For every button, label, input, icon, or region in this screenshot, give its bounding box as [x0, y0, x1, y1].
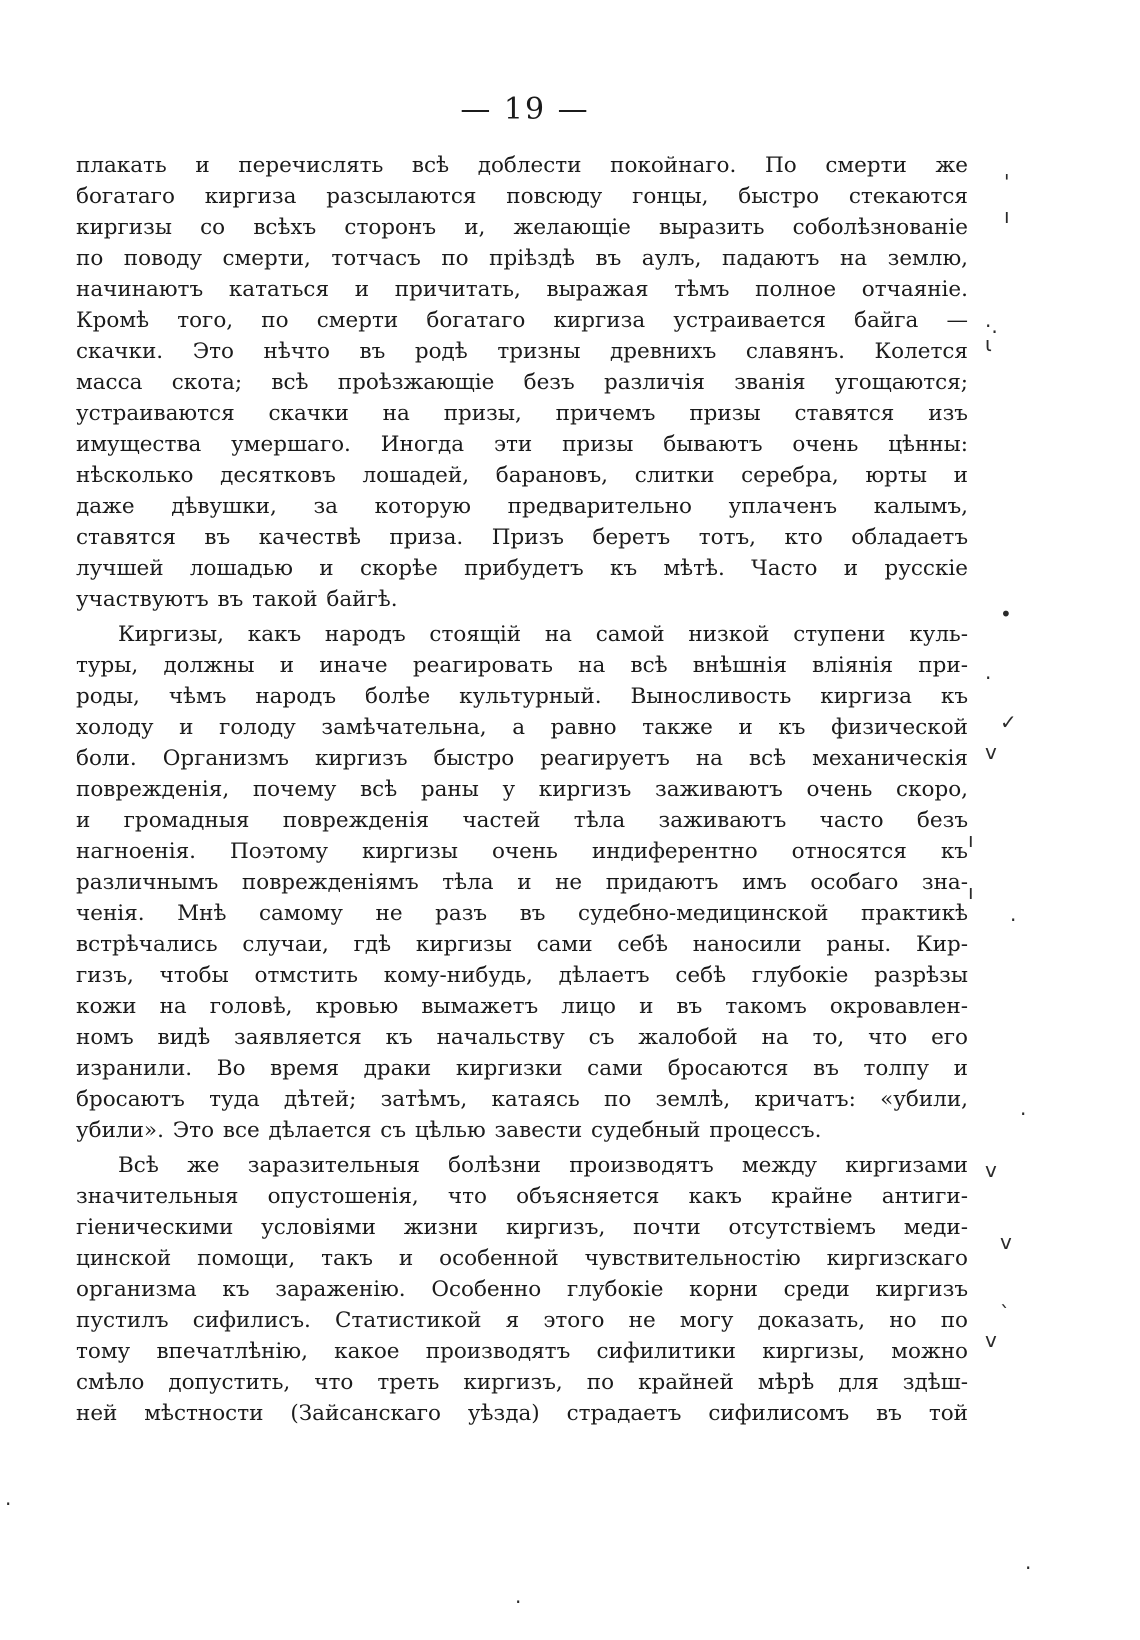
- paragraph: [76, 1150, 968, 1429]
- margin-mark: ı: [968, 828, 974, 852]
- margin-mark: .: [5, 1486, 12, 1510]
- margin-mark: v: [985, 740, 997, 764]
- text-line: кожи на головѣ, кровью вымажетъ лицо и въ такомъ окровавлен-: [76, 994, 968, 1019]
- text-line: даже дѣвушки, за которую предварительно уплаченъ калымъ,: [76, 494, 968, 519]
- text-line: организма къ зараженію. Особенно глубокіе корни среди киргизъ: [76, 1277, 968, 1302]
- margin-mark: ·.: [985, 314, 998, 338]
- text-line: поврежденія, почему всѣ раны у киргизъ заживаютъ очень скоро,: [76, 777, 968, 802]
- text-line: плакать и перечислять всѣ доблести покойнаго. По смерти же: [76, 153, 968, 178]
- margin-mark: ·: [1020, 1102, 1027, 1126]
- margin-mark: ·: [985, 666, 992, 690]
- text-line: встрѣчались случаи, гдѣ киргизы сами себѣ наносили раны. Кир-: [76, 932, 968, 957]
- margin-mark: ✓: [1000, 710, 1017, 734]
- text-line: значительныя опустошенія, что объясняется какъ крайне антиги-: [76, 1184, 968, 1209]
- text-line: пустилъ сифилисъ. Статистикой я этого не могу доказать, но по: [76, 1308, 968, 1333]
- text-line: ставятся въ качествѣ приза. Призъ беретъ тотъ, кто обладаетъ: [76, 525, 968, 550]
- text-line: начинаютъ кататься и причитать, выражая тѣмъ полное отчаяніе.: [76, 277, 968, 302]
- text-line: по поводу смерти, тотчасъ по пріѣздѣ въ аулъ, падаютъ на землю,: [76, 246, 968, 271]
- text-line: роды, чѣмъ народъ болѣе культурный. Выносливость киргиза къ: [76, 684, 968, 709]
- text-line: лучшей лошадью и скорѣе прибудетъ къ мѣтѣ. Часто и русскіе: [76, 556, 968, 581]
- margin-mark: v: [985, 1158, 997, 1182]
- margin-mark: •: [1000, 602, 1012, 626]
- margin-mark: ·: [1010, 908, 1017, 932]
- text-line: Всѣ же заразительныя болѣзни производятъ между киргизами: [118, 1153, 968, 1178]
- text-line: боли. Организмъ киргизъ быстро реагируетъ на всѣ механическія: [76, 746, 968, 771]
- paragraph: [76, 150, 968, 615]
- text-line: тому впечатлѣнію, какое производятъ сифилитики киргизы, можно: [76, 1339, 968, 1364]
- margin-mark: .: [515, 1584, 522, 1608]
- margin-mark: ': [1004, 170, 1010, 194]
- text-line: нѣсколько десятковъ лошадей, барановъ, слитки серебра, юрты и: [76, 463, 968, 488]
- margin-mark: .: [1025, 1550, 1032, 1574]
- text-line: скачки. Это нѣчто въ родѣ тризны древнихъ славянъ. Колется: [76, 339, 968, 364]
- margin-mark: ı: [968, 880, 974, 904]
- page-number: — 19 —: [460, 92, 590, 127]
- text-line: гіеническими условіями жизни киргизъ, почти отсутствіемъ меди-: [76, 1215, 968, 1240]
- text-line: холоду и голоду замѣчательна, а равно также и къ физической: [76, 715, 968, 740]
- margin-mark: ι: [985, 332, 992, 356]
- text-line: нагноенія. Поэтому киргизы очень индиферентно относятся къ: [76, 839, 968, 864]
- text-line: ней мѣстности (Зайсанскаго уѣзда) страдаетъ сифилисомъ въ той: [76, 1401, 968, 1426]
- text-line: имущества умершаго. Иногда эти призы бываютъ очень цѣнны:: [76, 432, 968, 457]
- text-line: цинской помощи, такъ и особенной чувствительностію киргизскаго: [76, 1246, 968, 1271]
- text-line: богатаго киргиза разсылаются повсюду гонцы, быстро стекаются: [76, 184, 968, 209]
- margin-mark: v: [1000, 1230, 1012, 1254]
- text-line: участвуютъ въ такой байгѣ.: [76, 587, 398, 612]
- text-line: смѣло допустить, что треть киргизъ, по крайней мѣрѣ для здѣш-: [76, 1370, 968, 1395]
- margin-mark: ˎ: [1000, 1284, 1010, 1308]
- text-line: бросаютъ туда дѣтей; затѣмъ, катаясь по землѣ, кричатъ: «убили,: [76, 1087, 968, 1112]
- text-line: гизъ, чтобы отмстить кому-нибудь, дѣлаетъ себѣ глубокіе разрѣзы: [76, 963, 968, 988]
- margin-mark: v: [985, 1328, 997, 1352]
- text-line: изранили. Во время драки киргизки сами бросаются въ толпу и: [76, 1056, 968, 1081]
- text-line: и громадныя поврежденія частей тѣла заживаютъ часто безъ: [76, 808, 968, 833]
- text-line: устраиваются скачки на призы, причемъ призы ставятся изъ: [76, 401, 968, 426]
- paragraph: [76, 619, 968, 1146]
- text-line: различнымъ поврежденіямъ тѣла и не придаютъ имъ особаго зна-: [76, 870, 968, 895]
- text-line: Киргизы, какъ народъ стоящій на самой низкой ступени куль-: [118, 622, 968, 647]
- text-line: туры, должны и иначе реагировать на всѣ внѣшнія вліянія при-: [76, 653, 968, 678]
- text-line: киргизы со всѣхъ сторонъ и, желающіе выразить соболѣзнованіе: [76, 215, 968, 240]
- text-line: масса скота; всѣ проѣзжающіе безъ различія званія угощаются;: [76, 370, 968, 395]
- text-line: номъ видѣ заявляется къ начальству съ жалобой на то, что его: [76, 1025, 968, 1050]
- text-line: Кромѣ того, по смерти богатаго киргиза устраивается байга —: [76, 308, 968, 333]
- margin-mark: ı: [1004, 204, 1010, 228]
- text-line: ченія. Мнѣ самому не разъ въ судебно-медицинской практикѣ: [76, 901, 968, 926]
- body-text: [76, 150, 968, 1429]
- text-line: убили». Это все дѣлается съ цѣлью завести судебный процессъ.: [76, 1118, 822, 1143]
